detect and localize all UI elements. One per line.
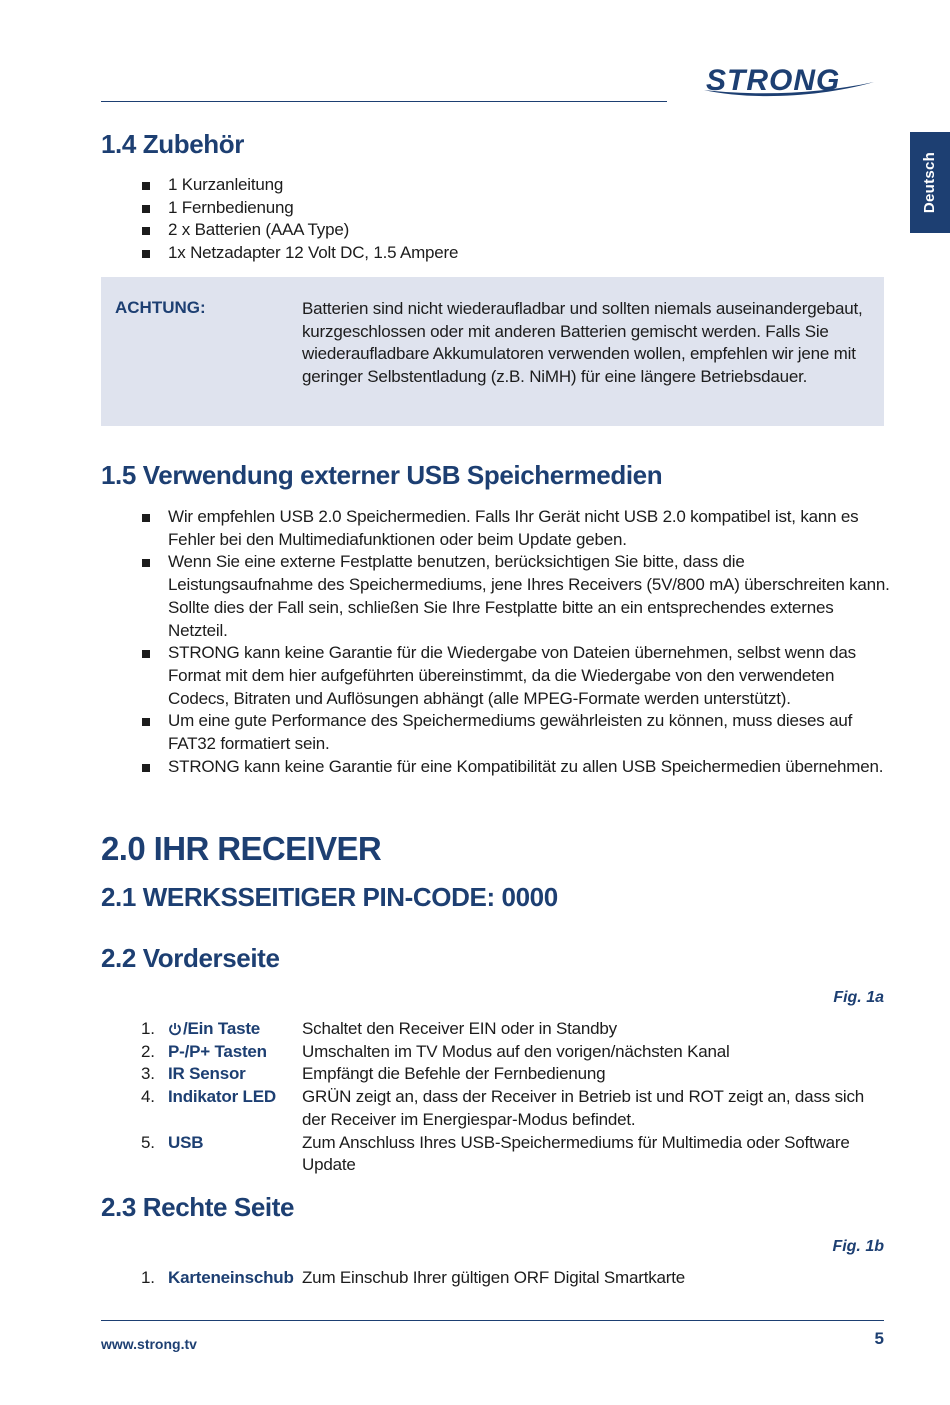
figure-label-1b: Fig. 1b [832,1238,884,1255]
list-item: 2. P-/P+ Tasten Umschalten im TV Modus auf den vorigen/nächsten Kanal [141,1041,730,1061]
list-item: 3. IR Sensor Empfängt die Befehle der Fernbedienung [141,1064,606,1084]
bullet-square-icon [142,514,150,522]
list-item: 1. Karteneinschub Zum Einschub Ihrer gültigen ORF Digital Smartkarte [141,1268,686,1287]
list-item: Wir empfehlen USB 2.0 Speichermedien. Falls Ihr Gerät nicht USB 2.0 kompatibel ist, kann es Fehler bei den Multimediafunktionen oder beim Update geben. [101,506,891,551]
logo-text: STRONG [706,64,841,97]
language-tab-label: Deutsch [921,151,939,214]
list-item: STRONG kann keine Garantie für eine Kompatibilität zu allen USB Speichermedien übernehmen. [101,756,891,779]
list-item: 1. /Ein Taste Schaltet den Receiver EIN oder in Standby [141,1019,617,1038]
front-panel-list [101,1018,891,1177]
usb-notes-list [101,506,891,778]
strong-logo [698,60,884,102]
header-rule [101,101,667,102]
list-item: 1 Kurzanleitung [101,174,891,197]
list-item: 4. Indikator LED GRÜN zeigt an, dass der Receiver in Betrieb ist und ROT zeigt an, dass sich der Receiver im Energiespar-Modus befindet. [141,1087,864,1129]
bullet-square-icon [142,650,150,658]
list-item: 1x Netzadapter 12 Volt DC, 1.5 Ampere [101,242,891,265]
warning-text: Batterien sind nicht wiederaufladbar und sollten niemals auseinandergebaut, kurzgeschlossen oder mit anderen Batterien gemischt werden. Falls Sie wiederaufladbare Akkumulatoren verwenden wollen, empfehlen wir jene mit geringer Selbstentladung (z.B. NiMH) für eine längere Betriebsdauer. [302,299,863,387]
section-title-rechte-seite: 2.3 Rechte Seite [101,1192,295,1222]
bullet-square-icon [142,227,150,235]
bullet-square-icon [142,250,150,258]
list-item: Wenn Sie eine externe Festplatte benutzen, berücksichtigen Sie bitte, dass die Leistungsaufnahme des Speichermediums, jene Ihres Receivers (5V/800 mA) überschreiten kann. Sollte dies der Fall sein, schließen Sie Ihre Festplatte bitte an ein entsprechendes externes Netzteil. [101,551,891,642]
bullet-square-icon [142,559,150,567]
warning-label: ACHTUNG: [115,298,206,317]
list-item: Um eine gute Performance des Speichermediums gewährleisten zu können, muss dieses auf FAT32 formatiert sein. [101,710,891,755]
section-title-usb: 1.5 Verwendung externer USB Speichermedien [101,460,663,490]
list-item: STRONG kann keine Garantie für die Wiedergabe von Dateien übernehmen, selbst wenn das Format mit dem hier aufgeführten übereinstimmt, da die Wiedergabe von den verwendeten Codecs, Bitraten und Auflösungen abhängt (alle MPEG-Formate werden unterstützt). [101,642,891,710]
bullet-square-icon [142,205,150,213]
bullet-square-icon [142,764,150,772]
list-item: 5. USB Zum Anschluss Ihres USB-Speichermediums für Multimedia oder Software Update [141,1132,850,1175]
power-icon [168,1022,182,1036]
accessories-list [101,174,891,265]
figure-label-1a: Fig. 1a [833,989,884,1006]
list-item: 1 Fernbedienung [101,197,891,220]
footer-url[interactable]: www.strong.tv [101,1336,197,1352]
section-title-zubehoer: 1.4 Zubehör [101,129,244,159]
page-number: 5 [874,1329,884,1348]
warning-box [101,277,884,426]
language-tab [910,132,950,233]
footer-rule [101,1320,884,1321]
section-title-vorderseite: 2.2 Vorderseite [101,943,280,973]
bullet-square-icon [142,718,150,726]
section-title-pin-code: 2.1 WERKSSEITIGER PIN-CODE: 0000 [101,882,558,912]
right-side-list [101,1267,891,1290]
list-item: 2 x Batterien (AAA Type) [101,219,891,242]
chapter-title: 2.0 IHR RECEIVER [101,830,382,867]
bullet-square-icon [142,182,150,190]
